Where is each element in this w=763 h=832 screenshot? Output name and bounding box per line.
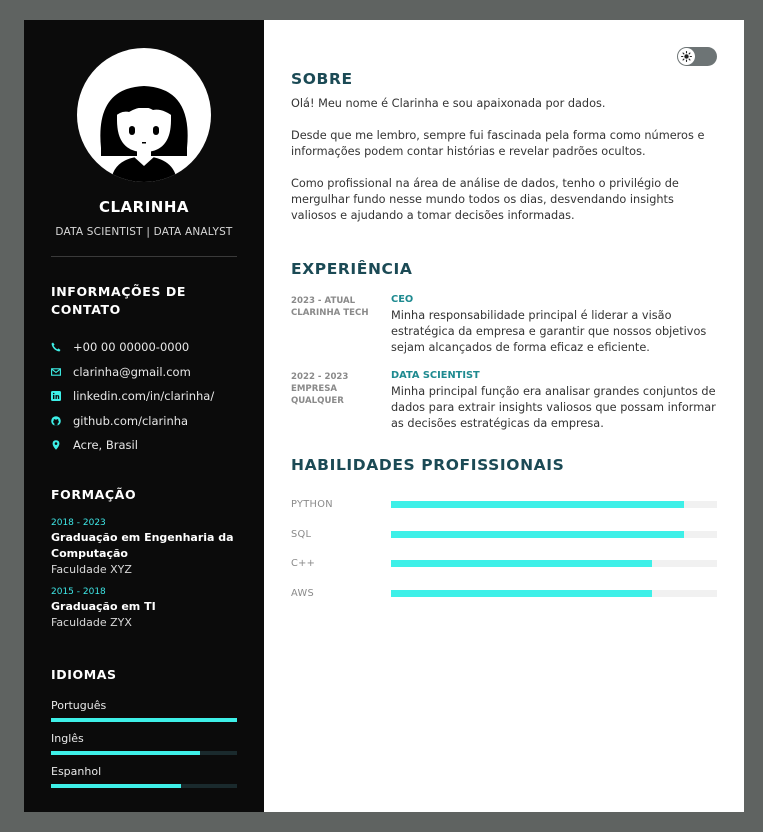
experience-description: Minha responsabilidade principal é liderar a visão estratégica da empresa e garantir que nossos objetivos sejam alcançados de forma eficaz e eficiente. (391, 309, 707, 354)
experience-period: 2023 - ATUAL (291, 296, 356, 306)
sidebar-divider (51, 256, 237, 257)
location-pin-icon (51, 440, 61, 450)
language-level-bar (51, 718, 237, 722)
education-section (51, 486, 237, 630)
education-school: Faculdade XYZ (51, 562, 132, 576)
language-item (51, 764, 237, 788)
experience-period: 2022 - 2023 (291, 372, 349, 382)
skill-name: AWS (291, 587, 314, 599)
language-name: Espanhol (51, 764, 102, 778)
contact-phone[interactable] (51, 335, 237, 360)
skill-level-fill (391, 590, 652, 597)
toggle-knob (678, 48, 695, 65)
skill-item (291, 490, 717, 520)
about-paragraph: Como profissional na área de análise de dados, tenho o privilégio de mergulhar fundo nesse mundo todos os dias, desvendando insights valiosos e ajudando a tomar decisões informadas. (291, 177, 679, 222)
skill-level-fill (391, 501, 684, 508)
skill-level-fill (391, 531, 684, 538)
profile-role: DATA SCIENTIST | DATA ANALYST (55, 226, 233, 238)
skill-name: PYTHON (291, 499, 333, 511)
contact-section (51, 283, 237, 458)
experience-title: DATA SCIENTIST (391, 370, 480, 381)
language-level-bar (51, 784, 237, 788)
about-paragraph: Desde que me lembro, sempre fui fascinada pela forma como números e informações podem contar histórias e revelar padrões ocultos. (291, 129, 705, 158)
languages-section (51, 666, 237, 788)
skills-list (291, 490, 717, 608)
main-content (264, 20, 744, 812)
phone-icon (51, 342, 61, 352)
contact-github[interactable] (51, 409, 237, 434)
language-item (51, 731, 237, 755)
education-degree: Graduação em TI (51, 599, 156, 613)
language-level-fill (51, 718, 237, 722)
skill-item (291, 520, 717, 550)
sidebar (24, 20, 264, 812)
skill-item (291, 579, 717, 609)
language-level-bar (51, 751, 237, 755)
experience-company: EMPRESA QUALQUER (291, 384, 344, 406)
skills-section (291, 456, 717, 608)
education-item (51, 518, 237, 577)
contact-phone-text: +00 00 00000-0000 (73, 340, 190, 355)
skill-level-bar (391, 501, 717, 508)
education-item (51, 587, 237, 630)
skill-level-fill (391, 560, 652, 567)
mail-icon (51, 367, 61, 377)
linkedin-icon (51, 391, 61, 401)
experience-heading: EXPERIÊNCIA (291, 260, 413, 278)
avatar-illustration (77, 48, 211, 182)
contact-linkedin-text: linkedin.com/in/clarinha/ (73, 389, 215, 404)
contact-github-text: github.com/clarinha (73, 413, 189, 428)
contact-email[interactable] (51, 360, 237, 385)
language-name: Inglês (51, 731, 84, 745)
contact-email-text: clarinha@gmail.com (73, 364, 191, 379)
experience-body (391, 369, 717, 432)
education-heading: FORMAÇÃO (51, 486, 137, 502)
contact-location (51, 433, 237, 458)
contact-location-text: Acre, Brasil (73, 438, 138, 453)
skill-name: C++ (291, 558, 316, 570)
about-section (291, 70, 717, 224)
github-icon (51, 416, 61, 426)
experience-meta (291, 369, 391, 432)
education-years: 2015 - 2018 (51, 586, 106, 597)
experience-meta (291, 293, 391, 356)
avatar (77, 48, 211, 182)
experience-list (291, 293, 717, 432)
experience-company: CLARINHA TECH (291, 308, 369, 318)
experience-title: CEO (391, 294, 414, 305)
education-degree: Graduação em Engenharia da Computação (51, 530, 234, 560)
contact-linkedin[interactable] (51, 384, 237, 409)
skill-level-bar (391, 531, 717, 538)
language-name: Português (51, 698, 107, 712)
contact-heading: INFORMAÇÕES DE CONTATO (51, 284, 187, 317)
experience-item (291, 369, 717, 432)
profile-name: CLARINHA (98, 198, 190, 216)
language-item (51, 698, 237, 722)
experience-item (291, 293, 717, 356)
about-paragraph: Olá! Meu nome é Clarinha e sou apaixonada por dados. (291, 97, 606, 110)
language-level-fill (51, 784, 181, 788)
experience-body (391, 293, 717, 356)
languages-heading: IDIOMAS (51, 666, 117, 682)
skill-level-bar (391, 590, 717, 597)
skill-name: SQL (291, 528, 312, 540)
education-years: 2018 - 2023 (51, 517, 106, 528)
about-text (291, 96, 717, 224)
skill-level-bar (391, 560, 717, 567)
contact-list (51, 335, 237, 458)
experience-section (291, 260, 717, 432)
education-school: Faculdade ZYX (51, 615, 132, 629)
experience-description: Minha principal função era analisar grandes conjuntos de dados para extrair insights valiosos que possam informar as decisões estratégicas da empresa. (391, 385, 716, 430)
about-heading: SOBRE (291, 70, 353, 88)
language-level-fill (51, 751, 200, 755)
theme-toggle[interactable] (677, 47, 717, 66)
sun-icon (681, 51, 692, 62)
resume-page (24, 20, 744, 812)
skills-heading: HABILIDADES PROFISSIONAIS (291, 456, 565, 474)
skill-item (291, 549, 717, 579)
language-list (51, 698, 237, 788)
